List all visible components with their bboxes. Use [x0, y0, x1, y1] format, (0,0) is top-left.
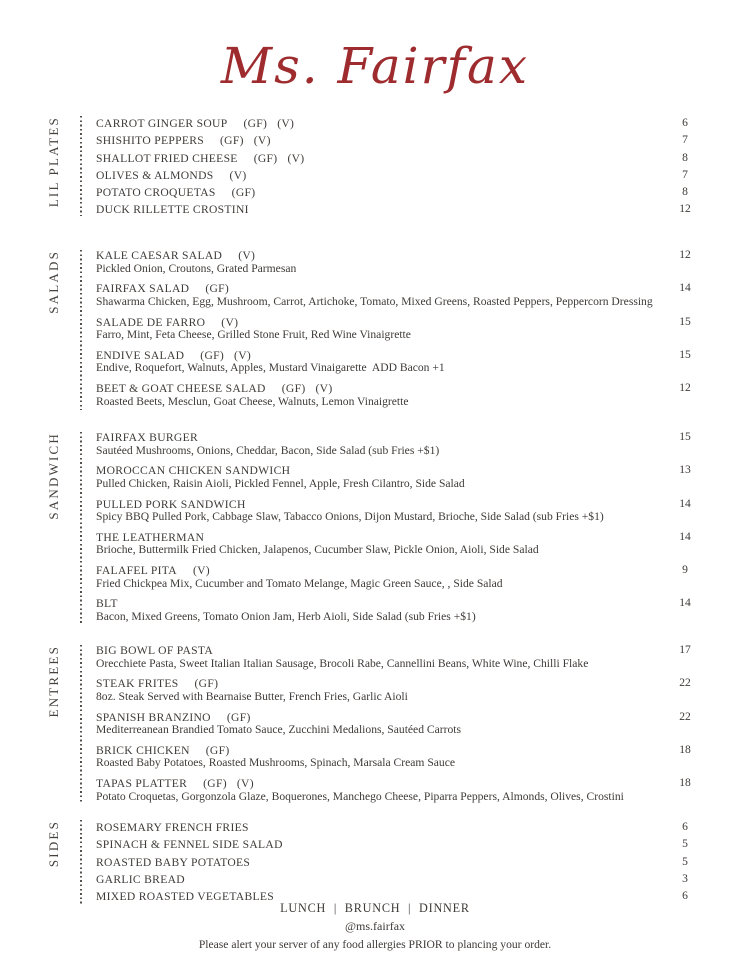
item-name: SALADE DE FARRO [96, 315, 206, 329]
item-list [96, 818, 750, 904]
menu-item-header [96, 870, 750, 888]
item-description: Endive, Roquefort, Walnuts, Apples, Mustard Vinaigarette ADD Bacon +1 [96, 361, 445, 375]
item-description: Spicy BBQ Pulled Pork, Cabbage Slaw, Tabacco Onions, Dijon Mustard, Brioche, Side Salad (sub Fries +$1) [96, 510, 604, 524]
menu-item-header [96, 166, 750, 184]
item-price: 12 [679, 381, 691, 395]
item-name: STEAK FRITES [96, 677, 179, 691]
menu-item [96, 200, 750, 217]
dietary-tag: (V) [253, 134, 271, 148]
item-name: OLIVES & ALMONDS [96, 168, 214, 182]
section-dotted-divider [80, 432, 82, 624]
menu-item [96, 430, 750, 463]
menu-item-header [96, 183, 750, 201]
item-name: ROSEMARY FRENCH FRIES [96, 821, 249, 834]
item-description: 8oz. Steak Served with Bearnaise Butter, French Fries, Garlic Aioli [96, 689, 408, 703]
menu-item-header [96, 248, 750, 262]
menu-item-header [96, 348, 750, 362]
dietary-tag: (GF) [205, 282, 230, 296]
meal-periods: LUNCH | BRUNCH | DINNER [280, 901, 470, 915]
item-name: MIXED ROASTED VEGETABLES [96, 890, 275, 904]
menu-item [96, 596, 750, 629]
menu-item [96, 643, 750, 676]
menu-item-header [96, 676, 750, 690]
item-name: SHISHITO PEPPERS [96, 134, 204, 148]
item-price: 17 [679, 643, 691, 656]
item-name: POTATO CROQUETAS [96, 186, 216, 200]
item-price: 14 [679, 529, 691, 543]
menu-item-header [96, 530, 750, 544]
section-entrees [0, 643, 750, 807]
item-name: ENDIVE SALAD [96, 348, 185, 362]
item-description: Orecchiete Pasta, Sweet Italian Italian Sausage, Brocoli Rabe, Cannellini Beans, White Wine, Chilli Flake [96, 656, 589, 670]
item-price: 6 [682, 889, 688, 903]
menu-item-header [96, 149, 750, 167]
item-description: Shawarma Chicken, Egg, Mushroom, Carrot, Artichoke, Tomato, Mixed Greens, Roasted Peppers, Peppercorn Dressing [96, 294, 653, 308]
item-name: SHALLOT FRIED CHEESE [96, 151, 238, 165]
item-name: PULLED PORK SANDWICH [96, 497, 246, 511]
item-name: ROASTED BABY POTATOES [96, 855, 251, 869]
item-description: Mediterreanean Brandied Tomato Sauce, Zucchini Medalions, Sautéed Carrots [96, 723, 462, 737]
item-name: SPANISH BRANZINO [96, 710, 211, 724]
dietary-tag: (GF) [220, 134, 244, 148]
item-price: 15 [679, 430, 691, 443]
menu-item [96, 776, 750, 809]
menu-item [96, 248, 750, 281]
menu-item [96, 853, 750, 870]
menu-item [96, 149, 750, 166]
menu-item [96, 131, 750, 148]
item-name: DUCK RILLETTE CROSTINI [96, 203, 249, 217]
item-description: Sautéed Mushrooms, Onions, Cheddar, Bacon, Side Salad (sub Fries +$1) [96, 443, 440, 457]
section-label: LIL PLATES [46, 116, 61, 208]
menu-item [96, 530, 750, 563]
dietary-tag: (GF) [226, 710, 251, 724]
dietary-tag: (GF) [231, 186, 256, 200]
item-name: FAIRFAX BURGER [96, 431, 199, 444]
menu-item-header [96, 776, 750, 790]
item-price: 8 [682, 150, 688, 164]
menu-item [96, 563, 750, 596]
section-dotted-divider [80, 116, 82, 216]
item-price: 22 [679, 676, 691, 690]
section-label: SANDWICH [46, 432, 61, 520]
section-dotted-divider [80, 250, 82, 410]
menu-item-header [96, 743, 750, 757]
item-description: Potato Croquetas, Gorgonzola Glaze, Boquerones, Manchego Cheese, Piparra Peppers, Almonds, Olives, Crostini [96, 789, 624, 803]
item-price: 7 [682, 133, 688, 147]
section-label: ENTREES [46, 645, 61, 718]
section-dotted-divider [80, 820, 82, 906]
dietary-tag: (GF) [194, 677, 219, 691]
item-price: 15 [679, 347, 691, 361]
item-name: FAIRFAX SALAD [96, 282, 190, 296]
item-name: FALAFEL PITA [96, 564, 177, 578]
item-name: CARROT GINGER SOUP [96, 117, 228, 130]
dietary-tag: (V) [287, 151, 305, 165]
item-price: 12 [679, 202, 691, 216]
dietary-tag: (GF) [243, 117, 268, 130]
menu-item-header [96, 497, 750, 511]
section-lil-plates [0, 114, 750, 220]
dietary-tag: (V) [221, 315, 239, 329]
dietary-tag: (GF) [205, 743, 230, 757]
menu-item [96, 315, 750, 348]
item-name: BRICK CHICKEN [96, 743, 190, 757]
section-sides [0, 818, 750, 910]
item-price: 12 [679, 248, 691, 261]
item-price: 9 [682, 563, 688, 577]
item-description: Farro, Mint, Feta Cheese, Grilled Stone Fruit, Red Wine Vinaigrette [96, 328, 411, 342]
dietary-tag: (V) [234, 348, 252, 362]
item-price: 14 [679, 281, 691, 295]
dietary-tag: (GF) [203, 777, 227, 791]
section-salads [0, 248, 750, 412]
menu-item [96, 710, 750, 743]
dietary-tag: (GF) [200, 348, 225, 362]
item-description: Roasted Baby Potatoes, Roasted Mushrooms, Spinach, Marsala Cream Sauce [96, 756, 456, 770]
menu-item [96, 114, 750, 131]
item-price: 13 [679, 463, 691, 477]
item-price: 5 [682, 854, 688, 868]
menu-item-header [96, 281, 750, 295]
item-name: GARLIC BREAD [96, 872, 185, 886]
menu-item [96, 183, 750, 200]
menu-item-header [96, 818, 750, 836]
menu-item-header [96, 430, 750, 444]
menu-item-header [96, 131, 750, 149]
dietary-tag: (V) [236, 777, 254, 791]
item-price: 6 [682, 116, 688, 129]
item-price: 18 [679, 742, 691, 756]
menu-item [96, 348, 750, 381]
menu-item-header [96, 853, 750, 871]
item-name: SPINACH & FENNEL SIDE SALAD [96, 838, 283, 852]
dietary-tag: (V) [229, 168, 247, 182]
allergy-note: Please alert your server of any food allergies PRIOR to plancing your order. [198, 938, 552, 951]
item-price: 18 [679, 776, 691, 790]
instagram-handle: @ms.fairfax [344, 919, 406, 933]
item-price: 14 [679, 496, 691, 510]
menu-item-header [96, 643, 750, 657]
item-price: 22 [679, 709, 691, 723]
menu-item [96, 281, 750, 314]
item-price: 7 [682, 167, 688, 181]
item-description: Fried Chickpea Mix, Cucumber and Tomato Melange, Magic Green Sauce, , Side Salad [96, 576, 503, 590]
menu-item [96, 743, 750, 776]
dietary-tag: (V) [277, 117, 295, 130]
menu-item [96, 676, 750, 709]
menu-item [96, 381, 750, 414]
item-price: 6 [682, 820, 688, 833]
restaurant-logo: Ms. Fairfax [220, 37, 530, 95]
menu-item [96, 870, 750, 887]
item-name: TAPAS PLATTER [96, 777, 188, 791]
section-label: SIDES [46, 820, 61, 868]
menu-item-header [96, 381, 750, 395]
menu-item-header [96, 596, 750, 610]
dietary-tag: (GF) [281, 382, 306, 396]
item-name: THE LEATHERMAN [96, 530, 205, 544]
item-list [96, 430, 750, 630]
item-price: 14 [679, 596, 691, 610]
menu-item [96, 497, 750, 530]
item-list [96, 643, 750, 809]
dietary-tag: (V) [192, 564, 210, 578]
menu-item-header [96, 463, 750, 477]
menu-item-header [96, 315, 750, 329]
menu-item-header [96, 200, 750, 218]
item-name: BIG BOWL OF PASTA [96, 644, 214, 657]
item-name: BEET & GOAT CHEESE SALAD [96, 382, 266, 396]
section-sandwich [0, 430, 750, 628]
item-list [96, 248, 750, 414]
dietary-tag: (V) [238, 249, 256, 262]
item-description: Roasted Beets, Mesclun, Goat Cheese, Walnuts, Lemon Vinaigrette [96, 394, 409, 408]
item-price: 3 [682, 871, 688, 885]
item-price: 8 [682, 185, 688, 199]
dietary-tag: (GF) [253, 151, 278, 165]
item-name: MOROCCAN CHICKEN SANDWICH [96, 464, 291, 478]
menu-item [96, 463, 750, 496]
item-list [96, 114, 750, 218]
item-name: BLT [96, 597, 118, 611]
menu-item [96, 835, 750, 852]
menu-item-header [96, 114, 750, 132]
menu-item-header [96, 835, 750, 853]
dietary-tag: (V) [315, 382, 333, 396]
section-dotted-divider [80, 645, 82, 803]
item-name: KALE CAESAR SALAD [96, 249, 223, 262]
item-description: Pickled Onion, Croutons, Grated Parmesan [96, 261, 297, 275]
menu-item-header [96, 710, 750, 724]
item-description: Pulled Chicken, Raisin Aioli, Pickled Fennel, Apple, Fresh Cilantro, Side Salad [96, 476, 465, 490]
menu-item-header [96, 563, 750, 577]
menu-item [96, 166, 750, 183]
item-price: 15 [679, 314, 691, 328]
item-description: Brioche, Buttermilk Fried Chicken, Jalapenos, Cucumber Slaw, Pickle Onion, Aioli, Side Salad [96, 543, 539, 557]
menu-item [96, 818, 750, 835]
section-label: SALADS [46, 250, 61, 314]
item-price: 5 [682, 837, 688, 851]
item-description: Bacon, Mixed Greens, Tomato Onion Jam, Herb Aioli, Side Salad (sub Fries +$1) [96, 610, 476, 624]
